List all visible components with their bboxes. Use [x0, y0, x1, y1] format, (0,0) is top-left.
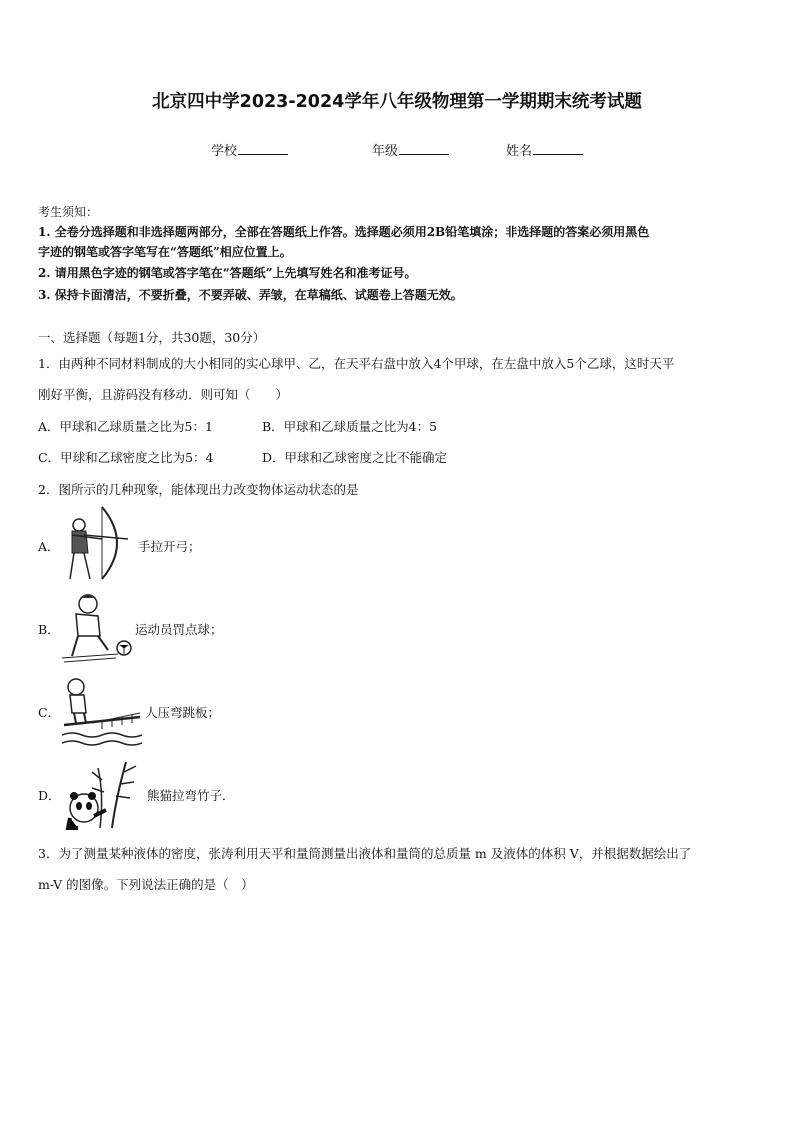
name-label: 姓名 [506, 144, 533, 159]
q2-option-a-text[interactable]: 手拉开弓； [138, 539, 201, 554]
q2-stem: 2．图所示的几种现象，能体现出力改变物体运动状态的是 [38, 482, 359, 497]
school-blank[interactable] [238, 142, 288, 155]
page-title: 北京四中学2023-2024学年八年级物理第一学期期末统考试题 [152, 92, 642, 112]
q3-stem-line2: m-V 的图像。下列说法正确的是（ ） [38, 877, 254, 892]
notice-item-1: 1. 全卷分选择题和非选择题两部分，全部在答题纸上作答。选择题必须用2B铅笔填涂；非选择题的答案必须用黑色 [38, 225, 650, 239]
notice-item-3: 3. 保持卡面清洁，不要折叠，不要弄破、弄皱，在草稿纸、试题卷上答题无效。 [38, 288, 463, 302]
section-heading: 一、选择题（每题1分，共30题，30分） [38, 330, 266, 345]
q2-option-d-label[interactable]: D． [38, 788, 61, 803]
q2-option-d-text[interactable]: 熊猫拉弯竹子． [147, 788, 235, 803]
school-label: 学校 [211, 144, 238, 159]
q1-option-c[interactable]: C．甲球和乙球密度之比为5：4 [38, 450, 214, 465]
q2-option-b-text[interactable]: 运动员罚点球； [135, 622, 223, 637]
archer-icon [62, 503, 134, 583]
q2-option-a-label[interactable]: A． [38, 539, 60, 554]
q1-stem-line1: 1．由两种不同材料制成的大小相同的实心球甲、乙，在天平右盘中放入4个甲球，在左盘中放入5个乙球，这时天平 [38, 356, 675, 371]
q2-option-c-label[interactable]: C． [38, 705, 61, 720]
grade-label: 年级 [372, 144, 399, 159]
name-blank[interactable] [533, 142, 583, 155]
notice-item-1-cont: 字迹的钢笔或答字笔写在“答题纸”相应位置上。 [38, 245, 292, 259]
notice-item-2: 2. 请用黑色字迹的钢笔或答字笔在“答题纸”上先填写姓名和准考证号。 [38, 266, 417, 280]
q1-option-a[interactable]: A．甲球和乙球质量之比为5：1 [38, 419, 213, 434]
q2-option-b-label[interactable]: B． [38, 622, 60, 637]
name-field[interactable] [506, 140, 583, 159]
q2-option-c-text[interactable]: 人压弯跳板； [145, 705, 221, 720]
q3-stem-line1: 3．为了测量某种液体的密度，张涛利用天平和量筒测量出液体和量筒的总质量 m 及液体的体积 V，并根据数据绘出了 [38, 846, 692, 861]
diving-board-icon [62, 673, 142, 749]
notice-heading: 考生须知： [38, 205, 99, 219]
school-field[interactable] [211, 140, 288, 159]
q1-option-d[interactable]: D．甲球和乙球密度之比不能确定 [262, 450, 448, 465]
q1-option-b[interactable]: B．甲球和乙球质量之比为4：5 [262, 419, 438, 434]
panda-bamboo-icon [64, 758, 140, 830]
q1-stem-line2: 刚好平衡，且游码没有移动．则可知（ ） [38, 387, 289, 402]
grade-field[interactable] [372, 140, 449, 159]
soccer-player-icon [58, 590, 134, 666]
grade-blank[interactable] [399, 142, 449, 155]
